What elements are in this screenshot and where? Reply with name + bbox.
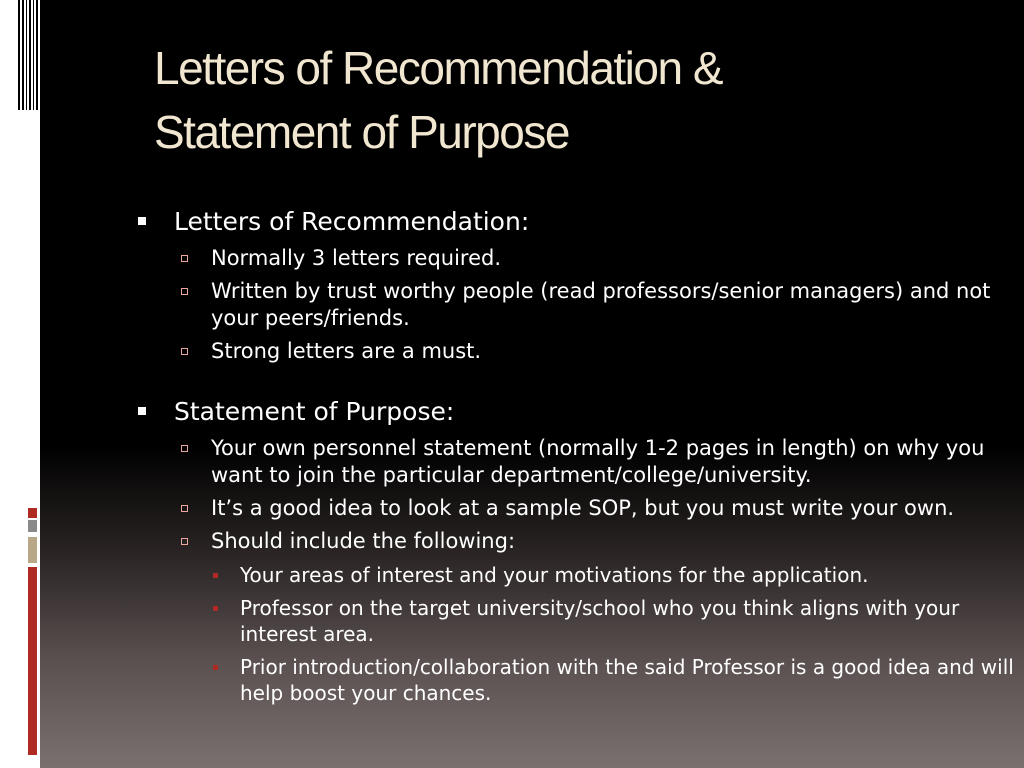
- hollow-square-bullet-icon: [181, 288, 188, 295]
- title-line-1: Letters of Recommendation &: [154, 42, 723, 94]
- sub-list-item-text: Prior introduction/collaboration with the said Professor is a good idea and will help boost your chances.: [240, 655, 1014, 705]
- red-square-bullet-icon: [213, 606, 218, 611]
- accent-bar-red: [28, 508, 37, 518]
- list-item: [136, 435, 1024, 489]
- list-item-text: Written by trust worthy people (read professors/senior managers) and not your peers/friends.: [211, 279, 991, 330]
- list-item: [136, 278, 1024, 332]
- hollow-square-bullet-icon: [181, 255, 188, 262]
- decorative-lines: [18, 0, 42, 110]
- bullet-letters-of-recommendation: [136, 205, 1024, 239]
- hollow-square-bullet-icon: [181, 445, 188, 452]
- sub-list-item: [136, 595, 1024, 647]
- sub-list-item: [136, 654, 1024, 706]
- section-heading: Letters of Recommendation:: [174, 207, 530, 236]
- red-square-bullet-icon: [213, 573, 218, 578]
- list-item-text: It’s a good idea to look at a sample SOP, but you must write your own.: [211, 496, 955, 520]
- slide: [40, 0, 1024, 768]
- hollow-square-bullet-icon: [181, 505, 188, 512]
- section-heading: Statement of Purpose:: [174, 397, 455, 426]
- deco-line: [33, 0, 34, 110]
- list-item: [136, 245, 1024, 272]
- red-square-bullet-icon: [213, 665, 218, 670]
- deco-line: [26, 0, 27, 110]
- list-item: [136, 528, 1024, 555]
- accent-bar-tan: [28, 537, 37, 563]
- list-item-text: Normally 3 letters required.: [211, 246, 502, 270]
- list-item-text: Strong letters are a must.: [211, 339, 482, 363]
- accent-bar-red-long: [28, 567, 37, 755]
- deco-line: [22, 0, 24, 110]
- deco-line: [18, 0, 20, 110]
- list-item-text: Your own personnel statement (normally 1-2 pages in length) on why you want to join the particular department/college/university.: [211, 436, 985, 487]
- square-bullet-icon: [138, 407, 146, 415]
- accent-bar-gray: [28, 520, 37, 532]
- bullet-statement-of-purpose: [136, 395, 1024, 429]
- list-item-text: Should include the following:: [211, 529, 516, 553]
- slide-content: [136, 205, 1024, 706]
- list-item: [136, 338, 1024, 365]
- spacer: [136, 365, 1024, 395]
- sub-list-item: [136, 562, 1024, 588]
- hollow-square-bullet-icon: [181, 348, 188, 355]
- deco-line: [36, 0, 38, 110]
- title-line-2: Statement of Purpose: [154, 106, 569, 158]
- slide-title: [154, 36, 1014, 164]
- sub-list-item-text: Professor on the target university/school who you think aligns with your interest area.: [240, 596, 960, 646]
- deco-line: [29, 0, 31, 110]
- square-bullet-icon: [138, 217, 146, 225]
- hollow-square-bullet-icon: [181, 538, 188, 545]
- list-item: [136, 495, 1024, 522]
- sub-list-item-text: Your areas of interest and your motivations for the application.: [240, 563, 869, 587]
